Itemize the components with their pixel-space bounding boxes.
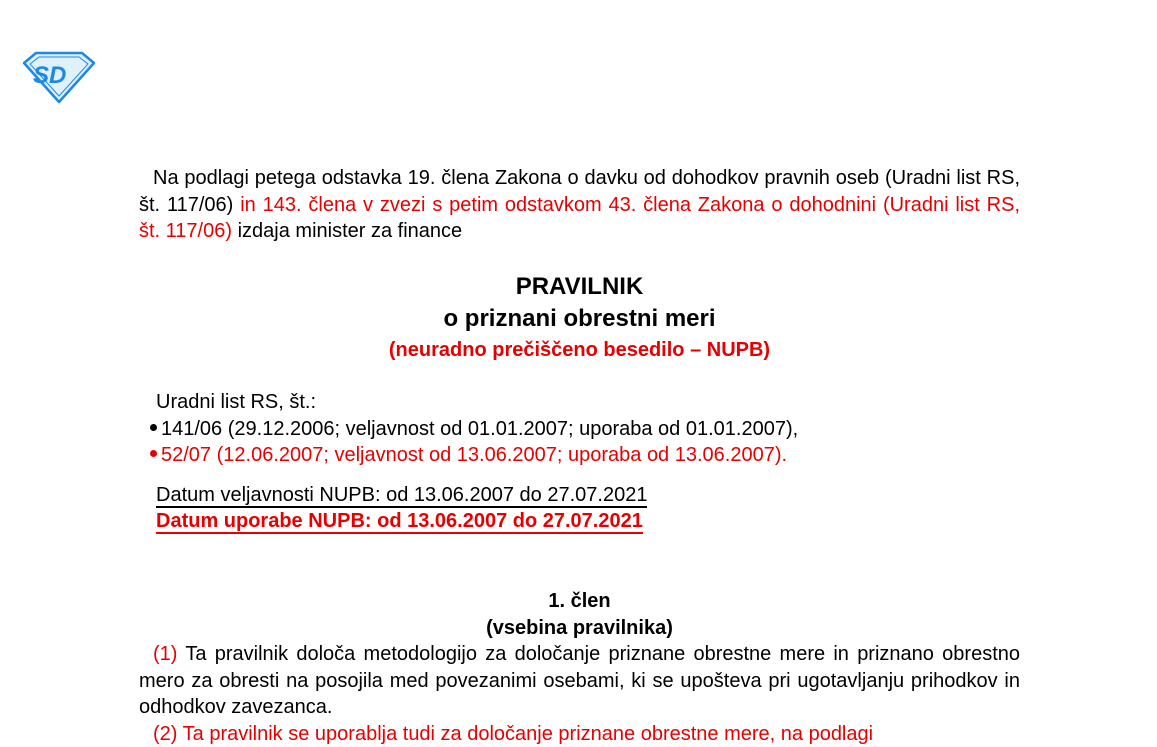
svg-text:SD: SD (33, 62, 66, 89)
document-title: PRAVILNIK (139, 271, 1020, 303)
article-body (139, 641, 1020, 747)
document-version-note: (neuradno prečiščeno besedilo – NUPB) (139, 336, 1020, 364)
article-heading: (vsebina pravilnika) (139, 615, 1020, 641)
preamble (139, 165, 1020, 245)
article-number: 1. člen (139, 588, 1020, 614)
article-paragraph (139, 641, 1020, 721)
document-subtitle: o priznani obrestni meri (139, 303, 1020, 335)
gazette-item-text: 52/07 (12.06.2007; veljavnost od 13.06.2007; uporaba od 13.06.2007). (161, 444, 787, 466)
gazette-list-item (150, 416, 798, 443)
preamble-issuer-text: izdaja minister za finance (238, 220, 463, 242)
paragraph-text: (2) Ta pravilnik se uporablja tudi za določanje priznane obrestne mere, na podlagi (153, 723, 873, 745)
article-paragraph (139, 721, 1020, 747)
preamble-text: Na podlagi petega odstavka 19. člena Zakona o davku od dohodkov pravnih oseb (Uradni list RS, št. 117/06) (139, 167, 1020, 216)
paragraph-number: (1) (153, 643, 177, 665)
validity-date: Datum veljavnosti NUPB: od 13.06.2007 do 27.07.2021 (156, 482, 647, 508)
paragraph-text: Ta pravilnik določa metodologijo za določanje priznane obrestne mere in priznano obrestno mero za obresti na posojila med povezanimi osebami, ki se upošteva pri ugotavljanju prihodkov in odhodkov zavezanca. (139, 643, 1020, 718)
bullet-icon (150, 450, 157, 457)
publisher-logo-icon (22, 51, 96, 104)
preamble-amendment-text: in 143. člena v zvezi s petim odstavkom 43. člena Zakona o dohodnini (Uradni list RS, št. 117/06) (139, 194, 1020, 243)
application-date: Datum uporabe NUPB: od 13.06.2007 do 27.07.2021 (156, 508, 643, 534)
gazette-list-item (150, 442, 787, 469)
bullet-icon (150, 424, 157, 431)
gazette-item-text: 141/06 (29.12.2006; veljavnost od 01.01.2007; uporaba od 01.01.2007), (161, 418, 798, 440)
gazette-label: Uradni list RS, št.: (156, 389, 316, 416)
